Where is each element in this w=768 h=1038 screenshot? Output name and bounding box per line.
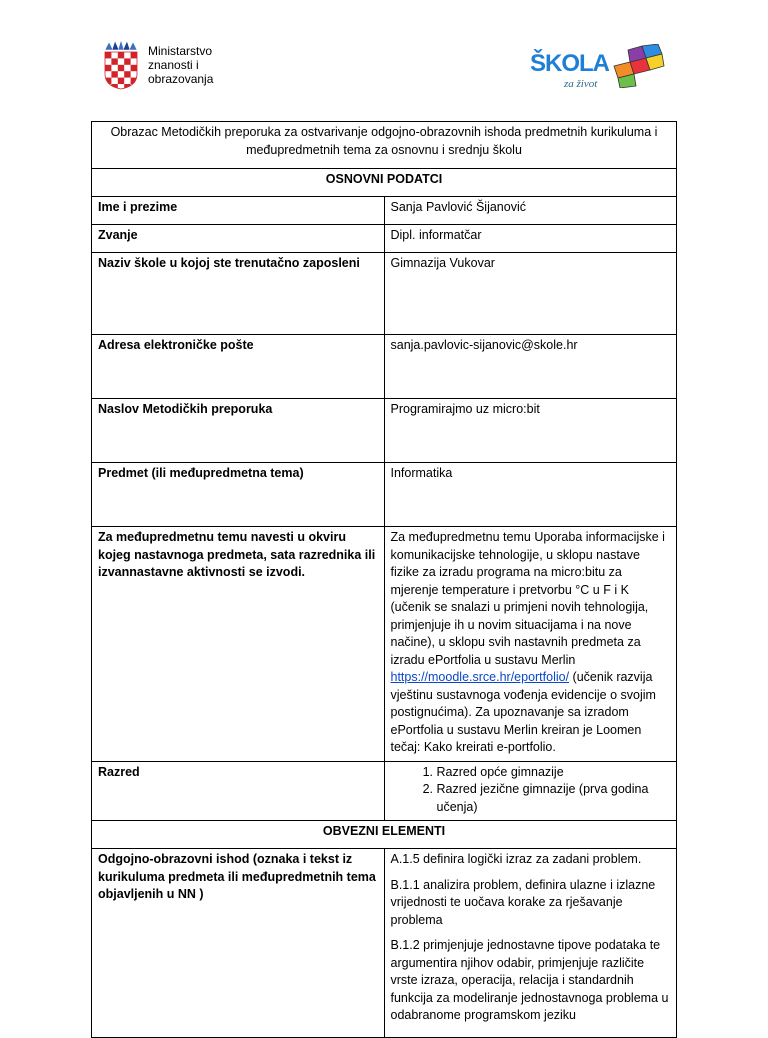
row-subject (92, 463, 677, 527)
form-title: Obrazac Metodičkih preporuka za ostvarivanje odgojno-obrazovnih ishoda predmetnih kurikuluma i međupredmetnih tema za osnovnu i srednju školu (92, 122, 677, 169)
croatian-coat-of-arms-icon (102, 40, 140, 90)
grade-item-2: 2. Razred jezične gimnazije (prva godina učenja) (437, 781, 671, 816)
ministry-line-1: Ministarstvo (148, 44, 213, 58)
recommendation-title-label: Naslov Metodičkih preporuka (92, 399, 385, 463)
outcome-value (384, 849, 677, 1038)
cross-curricular-value (384, 527, 677, 762)
skola-logo-subtitle: za život (564, 78, 598, 90)
email-value: sanja.pavlovic-sijanovic@skole.hr (384, 335, 677, 399)
grade-value (384, 761, 677, 821)
school-label: Naziv škole u kojoj ste trenutačno zaposleni (92, 253, 385, 335)
subject-label: Predmet (ili međupredmetna tema) (92, 463, 385, 527)
subject-value: Informatika (384, 463, 677, 527)
skola-logo-word: ŠKOLA (530, 50, 609, 77)
section-required-heading: OBVEZNI ELEMENTI (92, 821, 677, 849)
outcome-item-2: B.1.1 analizira problem, definira ulazne i izlazne vrijednosti te uočava korake za rješavanje problema (390, 877, 656, 927)
cross-curricular-text-1: Za međupredmetnu temu Uporaba informacijske i komunikacijske tehnologije, u sklopu nastave fizike za izradu programa na micro:bitu za mjerenje temperature i pretvorbu °C u F i K (učenik se snalazi u primjeni novih tehnologija, primjenjuje ih u novim situacijama i na nove načine), u sklopu svih nastavnih predmeta za izradu ePortfolia u sustavu Merlin (390, 530, 665, 667)
hopscotch-icon (608, 44, 666, 88)
recommendation-title-value: Programirajmo uz micro:bit (384, 399, 677, 463)
row-outcome (92, 849, 677, 1038)
section-basic-heading: OSNOVNI PODATCI (92, 169, 677, 197)
row-title (92, 225, 677, 253)
title-value: Dipl. informatčar (384, 225, 677, 253)
document-header (0, 0, 768, 110)
row-name (92, 197, 677, 225)
ministry-line-3: obrazovanja (148, 72, 214, 86)
outcome-label: Odgojno-obrazovni ishod (oznaka i tekst iz kurikuluma predmeta ili međupredmetnih tema objavljenih u NN ) (92, 849, 385, 1038)
ministry-logo (102, 40, 213, 90)
recommendation-form-table (91, 121, 677, 1038)
row-cross-curricular (92, 527, 677, 762)
school-value: Gimnazija Vukovar (384, 253, 677, 335)
grade-item-1: 1. Razred opće gimnazije (437, 764, 671, 782)
outcome-item-3: B.1.2 primjenjuje jednostavne tipove podataka te argumentira njihov odabir, primjenjuje različite vrste izraza, operacija, relacija i standardnih funkcija za modeliranje jednostavnoga problema u odabranome programskom jeziku (390, 938, 669, 1022)
section-required-row (92, 821, 677, 849)
ministry-name (148, 44, 213, 86)
skola-za-zivot-logo (530, 44, 666, 104)
grade-label: Razred (92, 761, 385, 821)
name-label: Ime i prezime (92, 197, 385, 225)
row-school (92, 253, 677, 335)
form-title-row (92, 122, 677, 169)
eportfolio-link[interactable]: https://moodle.srce.hr/eportfolio/ (390, 670, 570, 684)
outcome-item-1: A.1.5 definira logički izraz za zadani problem. (390, 852, 642, 866)
email-label: Adresa elektroničke pošte (92, 335, 385, 399)
row-email (92, 335, 677, 399)
grade-list (391, 764, 671, 817)
ministry-line-2: znanosti i (148, 58, 199, 72)
row-grade (92, 761, 677, 821)
name-value: Sanja Pavlović Šijanović (384, 197, 677, 225)
title-label: Zvanje (92, 225, 385, 253)
cross-curricular-label: Za međupredmetnu temu navesti u okviru kojeg nastavnoga predmeta, sata razrednika ili izvannastavne aktivnosti se izvodi. (92, 527, 385, 762)
row-recommendation-title (92, 399, 677, 463)
cross-curricular-text-2: (učenik razvija vještinu sustavnoga vođenja evidencije o svojim postignućima). Za upoznavanje sa izradom ePortfolia u sustavu Merlin kreiran je Loomen tečaj: Kako kreirati e-portfolio. (390, 670, 656, 754)
section-basic-row (92, 169, 677, 197)
